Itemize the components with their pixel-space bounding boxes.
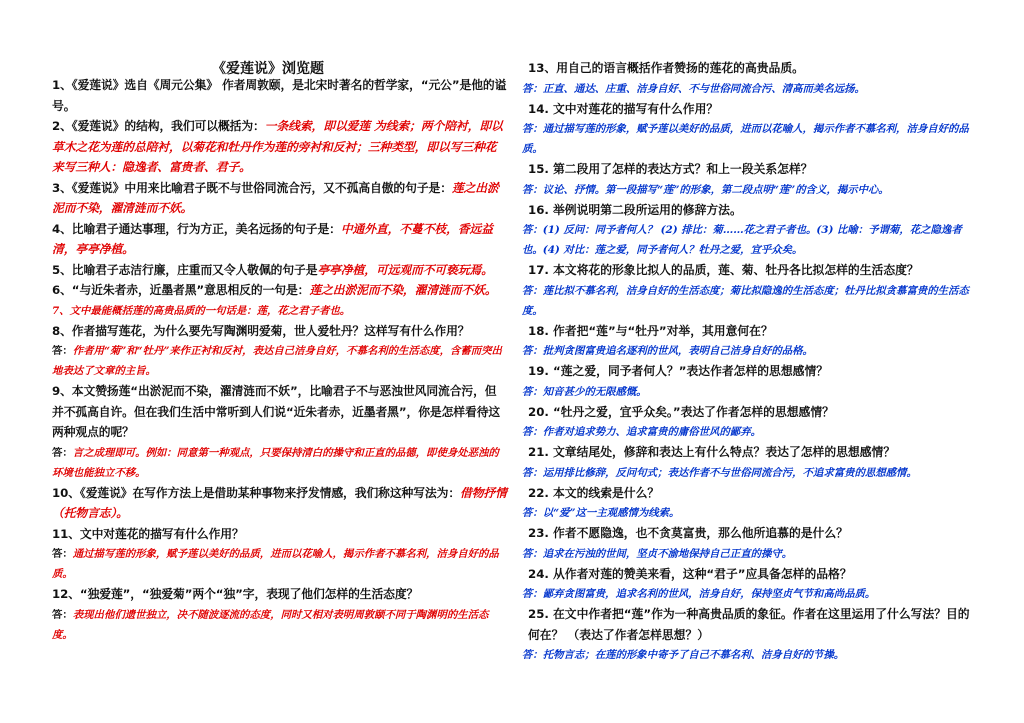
question-item xyxy=(522,159,980,180)
answer-text: 答：作者对追求势力、追求富贵的庸俗世风的鄙弃。 xyxy=(522,426,761,438)
answer-item xyxy=(522,281,980,321)
question-item xyxy=(52,381,508,443)
left-column xyxy=(52,75,508,645)
question-text: 6、“与近朱者赤，近墨者黑”意思相反的一句是： xyxy=(52,283,310,297)
document-title: 《爱莲说》浏览题 xyxy=(212,61,324,77)
inline-answer: 亭亭净植，可远观而不可亵玩焉。 xyxy=(317,262,493,277)
question-text: 4、比喻君子通达事理，行为方正，美名远扬的句子是： xyxy=(52,221,341,236)
answer-text: 7、文中最能概括莲的高贵品质的一句话是：莲，花之君子者也。 xyxy=(52,304,351,317)
question-text: 18. 作者把“莲”与“牡丹”对举，其用意何在？ xyxy=(528,323,773,338)
inline-answer: 借物抒情（托物言志）。 xyxy=(52,485,507,520)
question-item xyxy=(52,280,508,301)
answer-item xyxy=(52,544,508,584)
answer-item xyxy=(52,605,508,645)
question-item xyxy=(52,321,508,342)
question-text: 24. 从作者对莲的赞美来看，这种“君子”应具备怎样的品格？ xyxy=(528,566,852,581)
question-item xyxy=(522,361,980,382)
question-item xyxy=(522,483,980,504)
answer-item xyxy=(522,382,980,402)
inline-answer: 中通外直，不蔓不枝，香远益清，亭亭净植。 xyxy=(52,221,493,256)
question-item xyxy=(522,442,980,463)
answer-text: 作者用“菊”和“牡丹”来作正衬和反衬，表达自己洁身自好，不慕名利的生活态度，含蓄而突出地表达了文章的主旨。 xyxy=(52,345,502,377)
question-item xyxy=(52,219,508,260)
answer-text: 答：正直、通达、庄重、洁身自好、不与世俗同流合污、清高而美名远扬。 xyxy=(522,82,865,95)
question-item xyxy=(52,483,508,524)
answer-text: 答：批判贪图富贵追名逐利的世风，表明自己洁身自好的品格。 xyxy=(522,345,813,357)
answer-text: 答：通过描写莲的形象，赋予莲以美好的品质，进而以花喻人，揭示作者不慕名利，洁身自好的品质。 xyxy=(522,123,969,155)
answer-text: 答：鄙弃贪图富贵，追求名利的世风，洁身自好，保持坚贞气节和高尚品质。 xyxy=(522,588,876,600)
answer-item xyxy=(522,180,980,200)
answer-text: 答：运用排比修辞，反问句式；表达作者不与世俗同流合污，不追求富贵的思想感情。 xyxy=(522,466,917,479)
answer-item xyxy=(522,503,980,523)
right-question-list xyxy=(522,58,980,665)
question-item xyxy=(522,564,980,585)
answer-item xyxy=(522,463,980,483)
question-text: 20. “牡丹之爱，宜乎众矣。”表达了作者怎样的思想感情？ xyxy=(528,404,834,419)
question-item xyxy=(522,200,980,221)
answer-item xyxy=(522,341,980,361)
inline-answer: 莲之出淤泥而不染，濯清涟而不妖。 xyxy=(309,283,497,297)
answer-text: 表现出他们遗世独立，决不随波逐流的态度，同时又相对表明周敦颐不同于陶渊明的生活态度。 xyxy=(52,608,489,641)
answer-text: 通过描写莲的形象，赋予莲以美好的品质，进而以花喻人，揭示作者不慕名利，洁身自好的品质。 xyxy=(52,548,499,580)
answer-prefix: 答： xyxy=(52,608,73,621)
left-question-list xyxy=(52,75,508,645)
question-item xyxy=(52,584,508,605)
question-text: 2、《爱莲说》的结构，我们可以概括为： xyxy=(52,119,265,133)
question-item xyxy=(522,58,980,79)
question-item xyxy=(522,99,980,120)
question-item xyxy=(52,75,508,116)
question-item xyxy=(522,402,980,423)
question-item xyxy=(52,260,508,281)
question-text: 8、作者描写莲花，为什么要先写陶渊明爱菊，世人爱牡丹？这样写有什么作用？ xyxy=(52,323,470,338)
answer-item xyxy=(522,584,980,604)
answer-item xyxy=(522,79,980,99)
question-text: 3、《爱莲说》中用来比喻君子既不与世俗同流合污，又不孤高自傲的句子是： xyxy=(52,180,452,195)
answer-text: 答：托物言志；在莲的形象中寄予了自己不慕名利、洁身自好的节操。 xyxy=(522,649,845,661)
inline-answer: 一条线索，即以爱莲 为线索；两个陪衬，即以草木之花为莲的总陪衬，以菊花和牡丹作为莲的旁衬和反衬；三种类型，即以写三种花来写三种人：隐逸者、富贵者、君子。 xyxy=(52,119,503,174)
answer-item xyxy=(522,544,980,564)
answer-item xyxy=(522,645,980,665)
question-text: 22. 本文的线索是什么？ xyxy=(528,485,660,500)
answer-item xyxy=(52,341,508,381)
answer-text: 答：追求在污浊的世间，坚贞不渝地保持自己正直的操守。 xyxy=(522,547,793,560)
question-text: 12、“独爱莲”，“独爱菊”两个“独”字，表现了他们怎样的生活态度？ xyxy=(52,587,419,601)
question-text: 5、比喻君子志洁行廉，庄重而又令人敬佩的句子是 xyxy=(52,262,318,277)
question-item xyxy=(52,524,508,545)
answer-item xyxy=(52,301,508,321)
question-text: 1、《爱莲说》选自《周元公集》 作者周敦颐，是北宋时著名的哲学家，“元公”是他的谥号。 xyxy=(52,78,507,113)
question-item xyxy=(522,260,980,281)
question-text: 16. 举例说明第二段所运用的修辞方法。 xyxy=(528,202,742,217)
question-text: 15. 第二段用了怎样的表达方式？和上一段关系怎样？ xyxy=(528,162,813,176)
answer-item xyxy=(522,422,980,442)
answer-item xyxy=(522,119,980,159)
answer-text: 答：莲比拟不慕名利，洁身自好的生活态度；菊比拟隐逸的生活态度；牡丹比拟贪慕富贵的生活态度。 xyxy=(522,284,969,317)
question-text: 25. 在文中作者把“莲”作为一种高贵品质的象征。作者在这里运用了什么写法？目的何在？ （表达了作者怎样思想？） xyxy=(528,607,970,642)
right-column xyxy=(522,58,980,665)
question-text: 13、用自己的语言概括作者赞扬的莲花的高贵品质。 xyxy=(528,61,804,75)
question-item xyxy=(522,523,980,544)
question-text: 23. 作者不愿隐逸，也不贪莫富贵，那么他所追慕的是什么？ xyxy=(528,526,848,540)
question-item xyxy=(522,604,980,645)
inline-answer: 莲之出淤泥而不染，濯清涟而不妖。 xyxy=(52,180,499,215)
question-text: 9、本文赞扬莲“出淤泥而不染，濯清涟而不妖”，比喻君子不与恶浊世风同流合污，但并不孤高自许。但在我们生活中常听到人们说“近朱者赤，近墨者黑”，你是怎样看待这两种观点的呢？ xyxy=(52,384,501,439)
answer-text: 答：以“爱”这一主观感情为线索。 xyxy=(522,507,680,519)
question-item xyxy=(52,178,508,219)
question-text: 11、文中对莲花的描写有什么作用？ xyxy=(52,526,244,541)
answer-item xyxy=(522,220,980,260)
answer-text: 言之成理即可。例如：同意第一种观点，只要保持清白的操守和正直的品德，即使身处恶浊的环境也能独立不移。 xyxy=(52,446,499,479)
question-text: 17. 本文将花的形象比拟人的品质，莲、菊、牡丹各比拟怎样的生活态度？ xyxy=(528,263,919,277)
answer-text: 答：知音甚少的无限感慨。 xyxy=(522,385,647,398)
question-text: 21. 文章结尾处，修辞和表达上有什么特点？表达了怎样的思想感情？ xyxy=(528,445,896,459)
question-item xyxy=(522,321,980,342)
question-item xyxy=(52,116,508,178)
question-text: 10、《爱莲说》在写作方法上是借助某种事物来抒发情感，我们称这种写法为： xyxy=(52,485,461,500)
question-text: 14. 文中对莲花的描写有什么作用？ xyxy=(528,101,719,116)
answer-prefix: 答： xyxy=(52,345,73,357)
question-text: 19. “莲之爱，同予者何人？”表达作者怎样的思想感情？ xyxy=(528,364,829,378)
answer-prefix: 答： xyxy=(52,548,73,560)
answer-text: 答：(1) 反问：同予者何人？ (2) 排比：菊……花之君子者也。(3) 比喻：予谓菊，花之隐逸者也。(4) 对比：莲之爱，同予者何人？牡丹之爱，宜乎众矣。 xyxy=(522,224,962,256)
answer-text: 答：议论、抒情。第一段描写“莲”的形象，第二段点明“莲”的含义，揭示中心。 xyxy=(522,183,889,196)
answer-prefix: 答： xyxy=(52,446,73,459)
answer-item xyxy=(52,443,508,483)
